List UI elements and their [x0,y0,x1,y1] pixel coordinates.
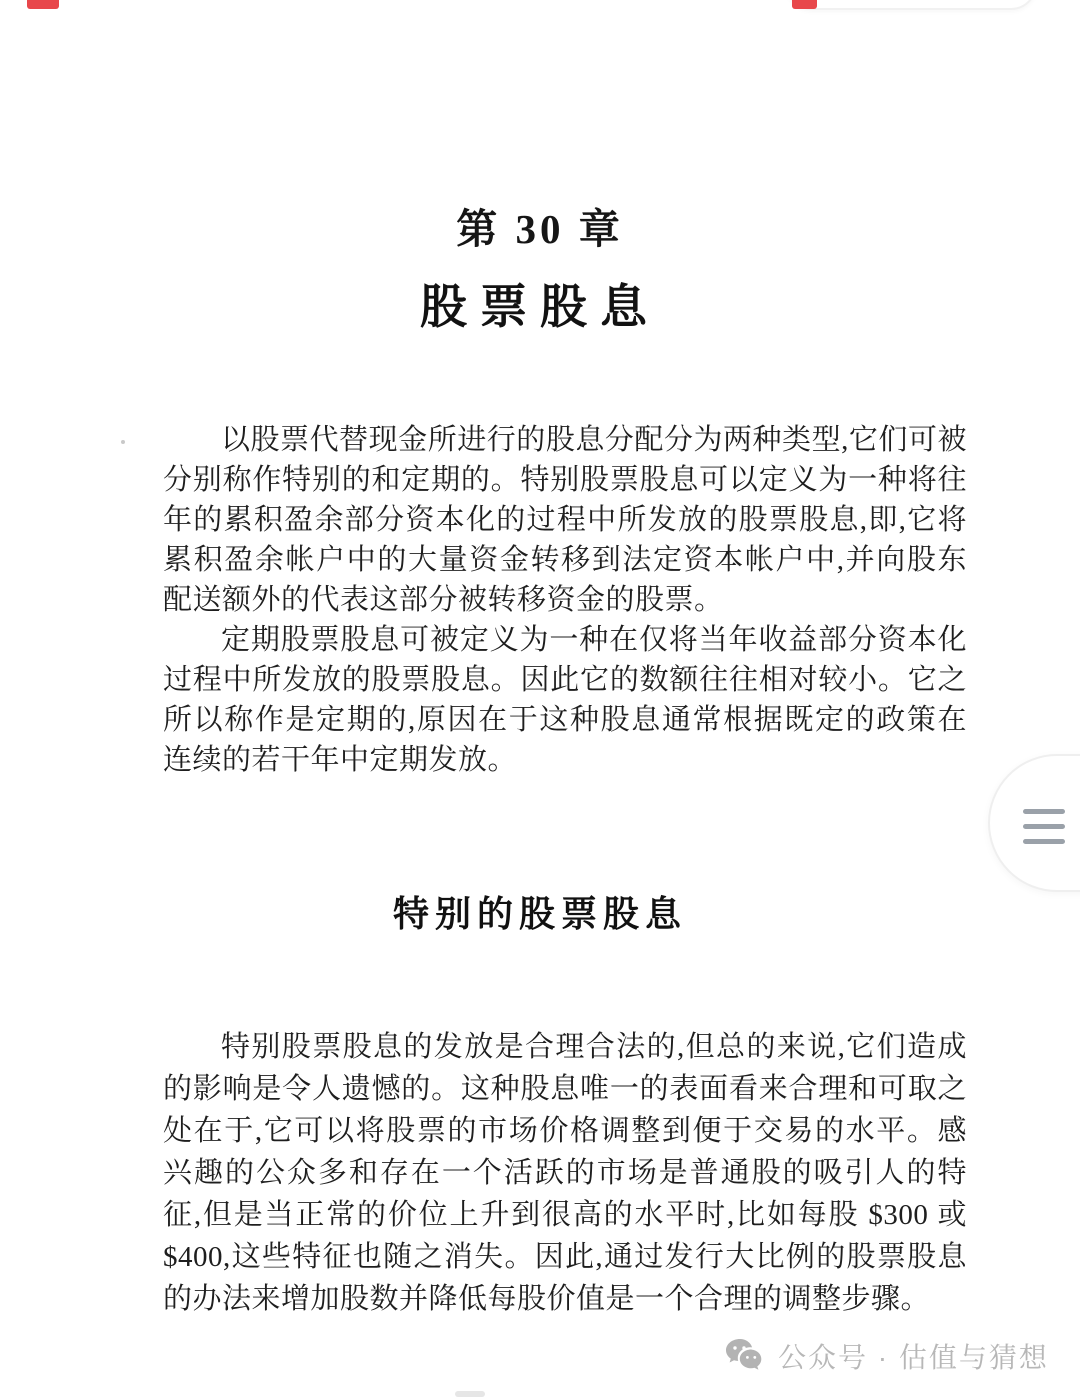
chapter-title: 股票股息 [420,282,660,334]
red-marker-right [792,0,817,9]
chapter-number: 第 30 章 [456,206,624,252]
scan-artifact-smudge [455,1391,485,1397]
red-marker-left [27,0,59,9]
hamburger-menu-icon [1023,809,1065,844]
watermark [724,1336,1049,1376]
scan-artifact-dot [121,440,125,444]
paragraph-1: 以股票代替现金所进行的股息分配分为两种类型,它们可被分别称作特别的和定期的。特别股票股息可以定义为一种将往年的累积盈余部分资本化的过程中所发放的股票股息,即,它将累积盈余帐户中的大量资金转移到法定资本帐户中,并向股东配送额外的代表这部分被转移资金的股票。 [163,424,967,616]
watermark-label: 公众号 · 估值与猜想 [778,1342,1049,1373]
wechat-official-account-icon [724,1338,768,1374]
top-card-remnant [786,0,1037,10]
floating-menu-handle[interactable] [988,754,1080,892]
section-heading: 特别的股票股息 [392,893,687,934]
paragraph-3: 特别股票股息的发放是合理合法的,但总的来说,它们造成的影响是令人遗憾的。这种股息唯一的表面看来合理和可取之处在于,它可以将股票的市场价格调整到便于交易的水平。感兴趣的公众多和存在一个活跃的市场是普通股的吸引人的特征,但是当正常的价位上升到很高的水平时,比如每股 $300 或 $400,这些特征也随之消失。因此,通过发行大比例的股票股息的办法来增加股数并降低每股价值是一个合理的调整步骤。 [163,1031,967,1315]
paragraph-2: 定期股票股息可被定义为一种在仅将当年收益部分资本化过程中所发放的股票股息。因此它的数额往往相对较小。它之所以称作是定期的,原因在于这种股息通常根据既定的政策在连续的若干年中定期发放。 [163,624,967,776]
